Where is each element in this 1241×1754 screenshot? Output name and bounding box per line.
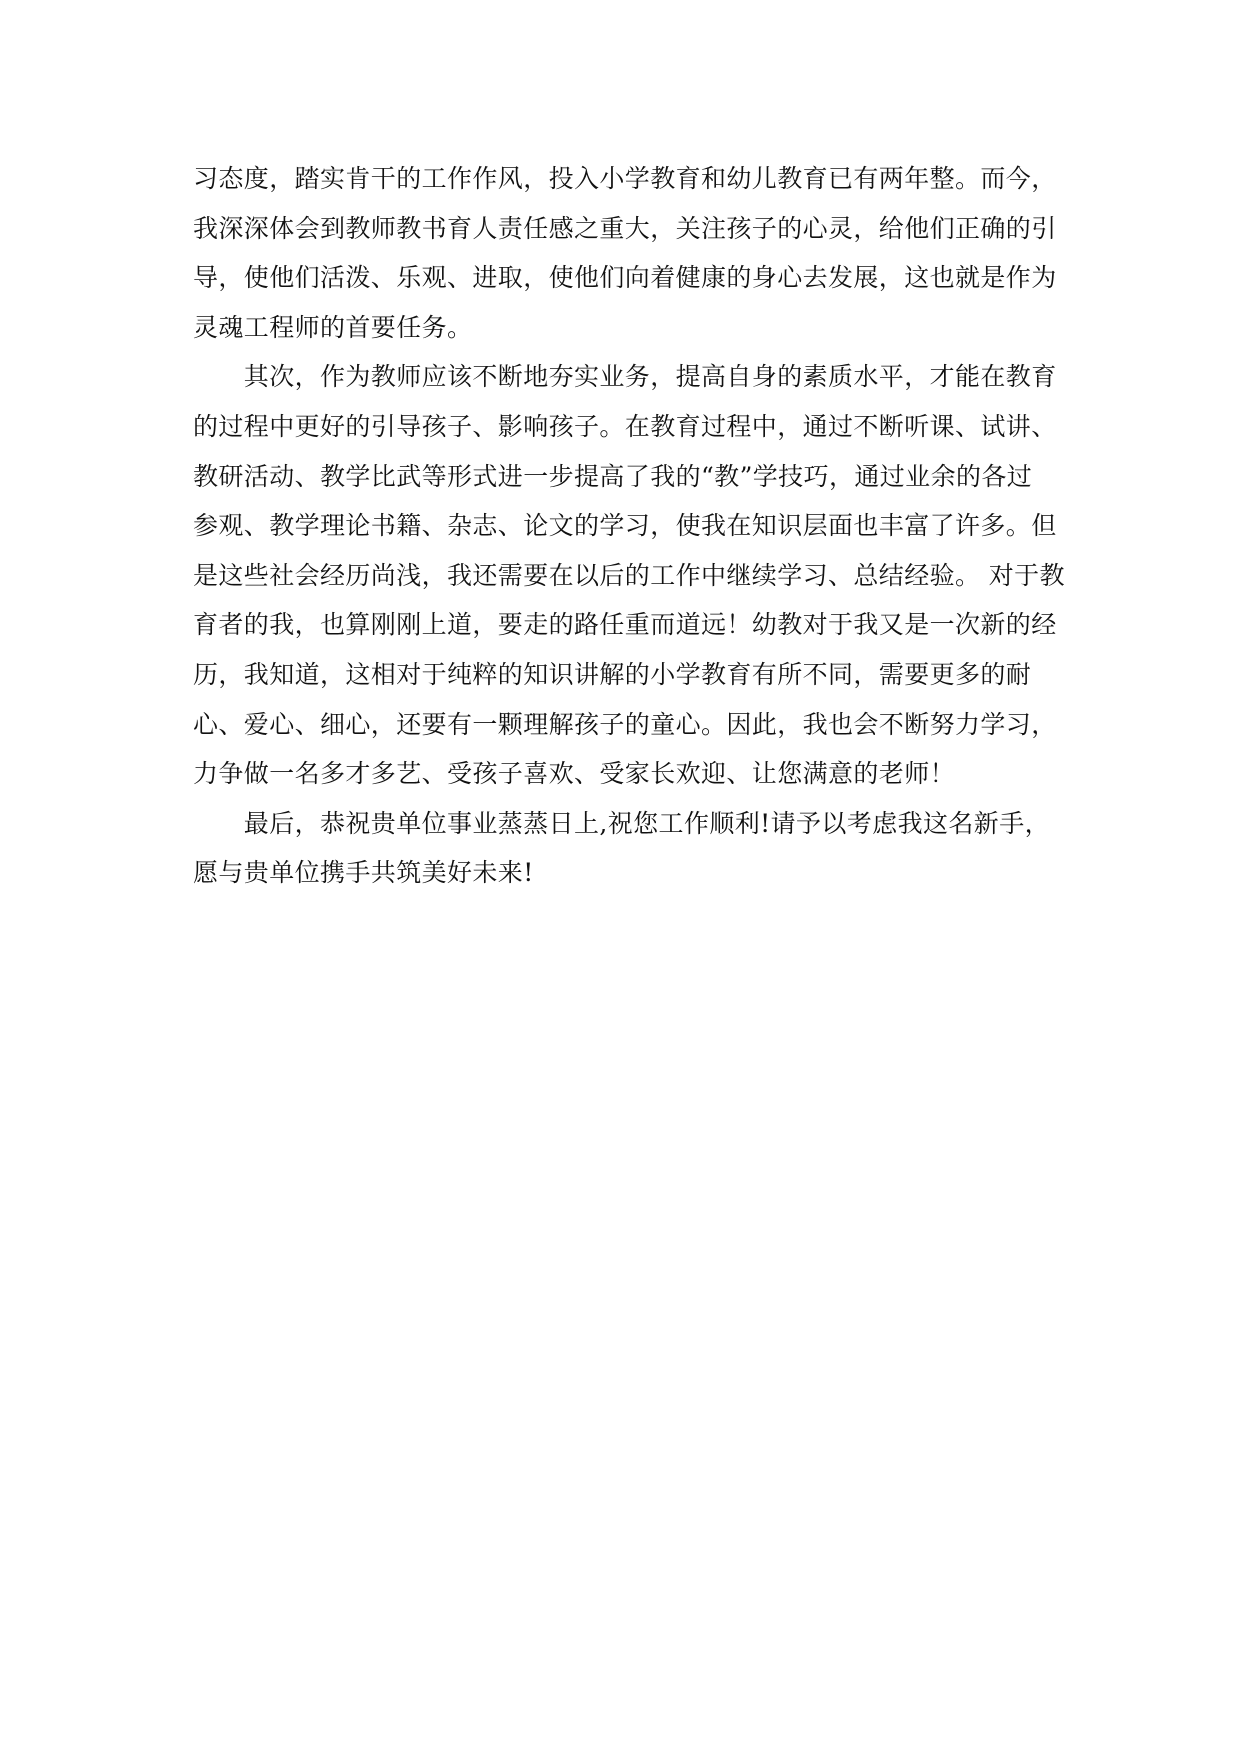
text-line: 我深深体会到教师教书育人责任感之重大，关注孩子的心灵，给他们正确的引 — [193, 213, 1057, 243]
text-line: 育者的我，也算刚刚上道，要走的路任重而道远！幼教对于我又是一次新的经 — [193, 610, 1057, 640]
letter-body — [193, 154, 1063, 898]
text-line: 历，我知道，这相对于纯粹的知识讲解的小学教育有所不同，需要更多的耐 — [193, 659, 1032, 689]
text-line: 灵魂工程师的首要任务。 — [193, 312, 473, 342]
text-line: 的过程中更好的引导孩子、影响孩子。在教育过程中，通过不断听课、试讲、 — [193, 411, 1057, 441]
text-line: 参观、教学理论书籍、杂志、论文的学习，使我在知识层面也丰富了许多。但 — [193, 511, 1057, 541]
text-line: 最后，恭祝贵单位事业蒸蒸日上,祝您工作顺利!请予以考虑我这名新手， — [193, 808, 1050, 838]
text-line: 教研活动、教学比武等形式进一步提高了我的“教”学技巧，通过业余的各过 — [193, 461, 1033, 491]
text-line: 愿与贵单位携手共筑美好未来! — [193, 858, 534, 888]
text-line: 导，使他们活泼、乐观、进取，使他们向着健康的身心去发展，这也就是作为 — [193, 263, 1057, 293]
text-line: 习态度，踏实肯干的工作作风，投入小学教育和幼儿教育已有两年整。而今， — [193, 164, 1057, 193]
text-line: 力争做一名多才多艺、受孩子喜欢、受家长欢迎、让您满意的老师！ — [193, 759, 956, 789]
text-line: 其次，作为教师应该不断地夯实业务，提高自身的素质水平，才能在教育 — [193, 362, 1057, 392]
text-line: 心、爱心、细心，还要有一颗理解孩子的童心。因此，我也会不断努力学习， — [193, 709, 1057, 739]
text-line: 是这些社会经历尚浅，我还需要在以后的工作中继续学习、总结经验。 对于教 — [193, 560, 1065, 590]
